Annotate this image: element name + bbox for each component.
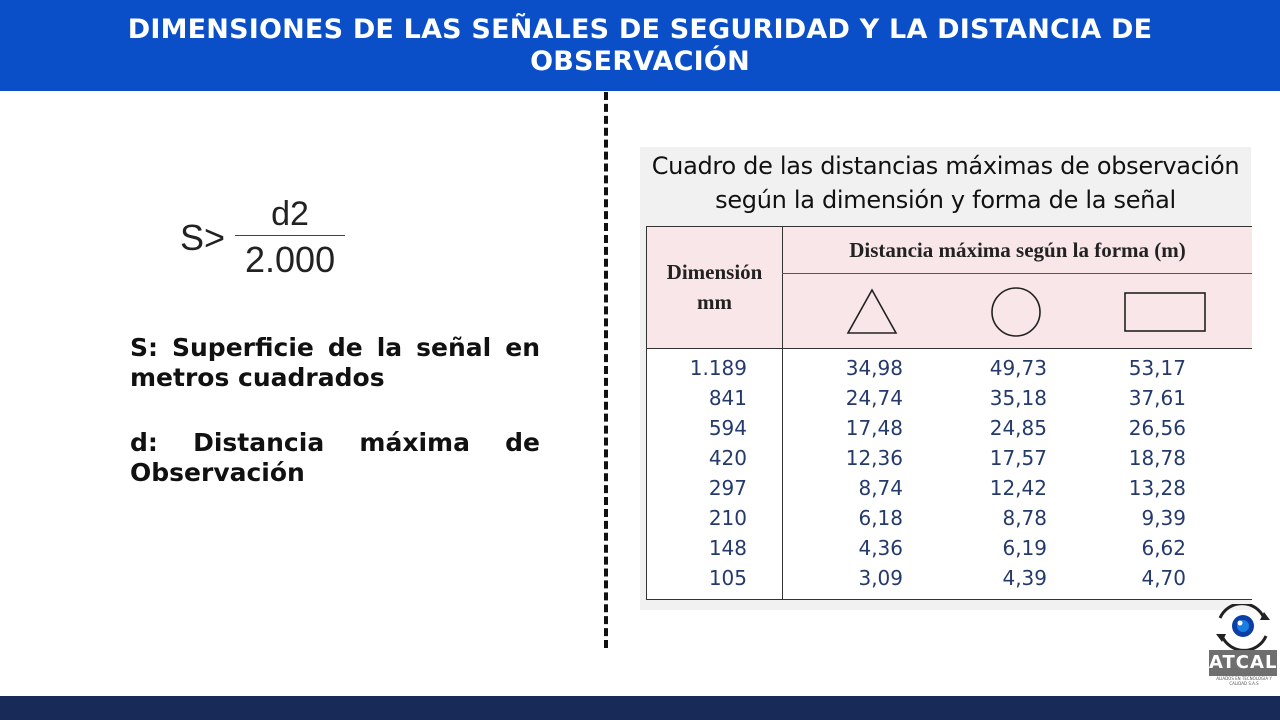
table-cell: 6,19 bbox=[1002, 536, 1047, 560]
table-cell: 53,17 bbox=[1128, 356, 1186, 380]
table-cell: 13,28 bbox=[1128, 476, 1186, 500]
table-cell: 9,39 bbox=[1141, 506, 1186, 530]
logo-tagline: ALIADOS EN TECNOLOGIA Y CALIDAD S.A.S bbox=[1216, 676, 1272, 686]
table-cell: 3,09 bbox=[858, 566, 903, 590]
formula-fraction bbox=[235, 195, 345, 280]
dimension-header-unit: mm bbox=[697, 290, 732, 314]
circle-icon bbox=[989, 285, 1043, 339]
table-cell: 6,62 bbox=[1141, 536, 1186, 560]
table-cell: 4,36 bbox=[858, 536, 903, 560]
formula-numerator: d2 bbox=[271, 195, 309, 233]
page-title: DIMENSIONES DE LAS SEÑALES DE SEGURIDAD Y LA DISTANCIA DE OBSERVACIÓN bbox=[127, 13, 1153, 77]
formula bbox=[180, 195, 345, 280]
dimension-header bbox=[647, 257, 782, 317]
distance-table-card bbox=[640, 147, 1251, 610]
fraction-bar bbox=[235, 235, 345, 236]
column-circle bbox=[981, 353, 1047, 593]
table-cell: 34,98 bbox=[845, 356, 903, 380]
table-cell: 594 bbox=[708, 416, 747, 440]
table-cell: 17,48 bbox=[845, 416, 903, 440]
rectangle-icon bbox=[1123, 291, 1207, 333]
table-cell: 420 bbox=[708, 446, 747, 470]
header-bar bbox=[0, 0, 1280, 91]
legend-d: d: Distancia máxima de Observación bbox=[130, 428, 540, 487]
table-cell: 148 bbox=[708, 536, 747, 560]
table-cell: 49,73 bbox=[989, 356, 1047, 380]
table-cell: 8,74 bbox=[858, 476, 903, 500]
formula-lhs: S> bbox=[180, 216, 226, 258]
table-cell: 210 bbox=[708, 506, 747, 530]
table-cell: 26,56 bbox=[1128, 416, 1186, 440]
table-cell: 4,70 bbox=[1141, 566, 1186, 590]
table-cell: 8,78 bbox=[1002, 506, 1047, 530]
column-triangle bbox=[837, 353, 903, 593]
table-caption-line2: según la dimensión y forma de la señal bbox=[715, 186, 1176, 214]
dashed-divider bbox=[604, 92, 608, 648]
table-cell: 4,39 bbox=[1002, 566, 1047, 590]
table-caption bbox=[640, 149, 1251, 217]
table-cell: 841 bbox=[708, 386, 747, 410]
triangle-icon bbox=[845, 287, 899, 337]
formula-denominator: 2.000 bbox=[245, 239, 336, 280]
dimension-header-label: Dimensión bbox=[666, 260, 763, 284]
logo-wordmark: ATCAL bbox=[1209, 650, 1277, 676]
table-cell: 12,36 bbox=[845, 446, 903, 470]
table-caption-line1: Cuadro de las distancias máximas de observación bbox=[651, 152, 1240, 180]
table-cell: 24,74 bbox=[845, 386, 903, 410]
column-separator bbox=[782, 227, 783, 599]
table-cell: 35,18 bbox=[989, 386, 1047, 410]
table-cell: 24,85 bbox=[989, 416, 1047, 440]
table-cell: 37,61 bbox=[1128, 386, 1186, 410]
distance-table bbox=[646, 226, 1252, 600]
table-cell: 297 bbox=[708, 476, 747, 500]
eye-icon bbox=[1206, 604, 1280, 650]
table-cell: 12,42 bbox=[989, 476, 1047, 500]
table-cell: 105 bbox=[708, 566, 747, 590]
table-cell: 17,57 bbox=[989, 446, 1047, 470]
column-dimension bbox=[681, 353, 747, 593]
distance-header: Distancia máxima según la forma (m) bbox=[849, 238, 1186, 262]
table-cell: 1.189 bbox=[689, 356, 747, 380]
legend-s: S: Superficie de la señal en metros cuadrados bbox=[130, 333, 540, 392]
footer-bar bbox=[0, 696, 1280, 720]
column-rectangle bbox=[1120, 353, 1186, 593]
header-subline bbox=[782, 273, 1252, 274]
table-cell: 6,18 bbox=[858, 506, 903, 530]
table-cell: 18,78 bbox=[1128, 446, 1186, 470]
